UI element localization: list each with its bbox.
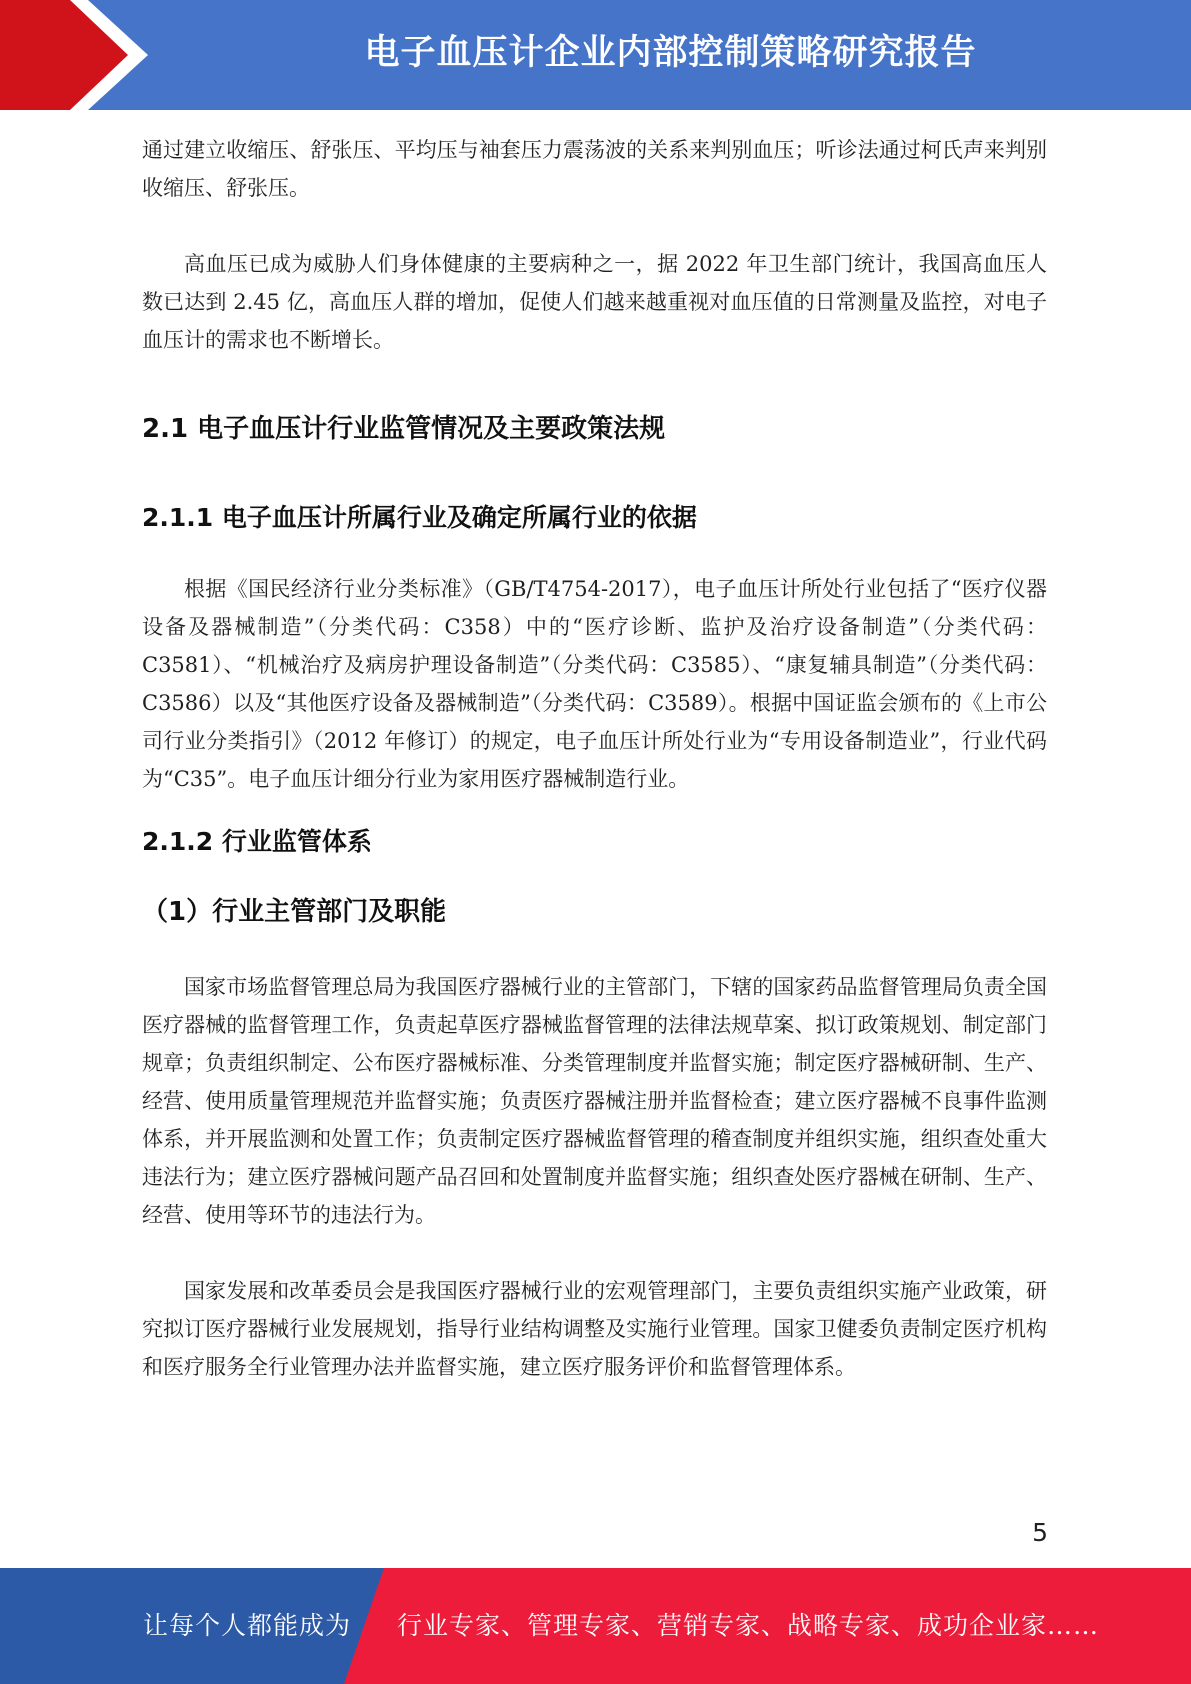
heading-2-1: 2.1 电子血压计行业监管情况及主要政策法规 [142, 414, 666, 444]
footer-slogan-left: 让每个人都能成为 [143, 1611, 352, 1640]
header-arrow-graphic [0, 0, 160, 110]
document-title: 电子血压计企业内部控制策略研究报告 [364, 33, 977, 73]
footer-banner [0, 1568, 1191, 1684]
header-banner [0, 0, 1191, 110]
heading-2-1-1: 2.1.1 电子血压计所属行业及确定所属行业的依据 [142, 503, 697, 532]
paragraph-classification: 根据《国民经济行业分类标准》（GB/T4754-2017），电子血压计所处行业包括了“医疗仪器设备及器械制造”（分类代码：C358）中的“医疗诊断、监护及治疗设备制造”（分类代码：C3581）、“机械治疗及病房护理设备制造”（分类代码：C3585）、“康复辅具制造”（分类代码：C3586）以及“其他医疗设备及器械制造”（分类代码：C3589）。根据中国证监会颁布的《上市公司行业分类指引》（2012 年修订）的规定，电子血压计所处行业为“专用设备制造业”，行业代码为“C35”。电子血压计细分行业为家用医疗器械制造行业。 [142, 577, 1047, 791]
page-number: 5 [1032, 1518, 1048, 1547]
heading-sub-1: （1）行业主管部门及职能 [142, 897, 447, 927]
main-content [142, 131, 1047, 1386]
paragraph-hypertension: 高血压已成为威胁人们身体健康的主要病种之一，据 2022 年卫生部门统计，我国高血压人数已达到 2.45 亿，高血压人群的增加，促使人们越来越重视对血压值的日常测量及监控，对电子血压计的需求也不断增长。 [142, 252, 1047, 352]
paragraph-samr: 国家市场监督管理总局为我国医疗器械行业的主管部门，下辖的国家药品监督管理局负责全国医疗器械的监督管理工作，负责起草医疗器械监督管理的法律法规草案、拟订政策规划、制定部门规章；负责组织制定、公布医疗器械标准、分类管理制度并监督实施；制定医疗器械研制、生产、经营、使用质量管理规范并监督实施；负责医疗器械注册并监督检查；建立医疗器械不良事件监测体系，并开展监测和处置工作；负责制定医疗器械监督管理的稽查制度并组织实施，组织查处重大违法行为；建立医疗器械问题产品召回和处置制度并监督实施；组织查处医疗器械在研制、生产、经营、使用等环节的违法行为。 [142, 975, 1047, 1227]
heading-2-1-2: 2.1.2 行业监管体系 [142, 827, 372, 856]
paragraph-ndrc: 国家发展和改革委员会是我国医疗器械行业的宏观管理部门，主要负责组织实施产业政策，研究拟订医疗器械行业发展规划，指导行业结构调整及实施行业管理。国家卫健委负责制定医疗机构和医疗服务全行业管理办法并监督实施，建立医疗服务评价和监督管理体系。 [142, 1279, 1047, 1379]
footer-slogan-right: 行业专家、管理专家、营销专家、战略专家、成功企业家…… [397, 1611, 1100, 1640]
paragraph-intro: 通过建立收缩压、舒张压、平均压与袖套压力震荡波的关系来判别血压；听诊法通过柯氏声来判别收缩压、舒张压。 [142, 138, 1047, 200]
